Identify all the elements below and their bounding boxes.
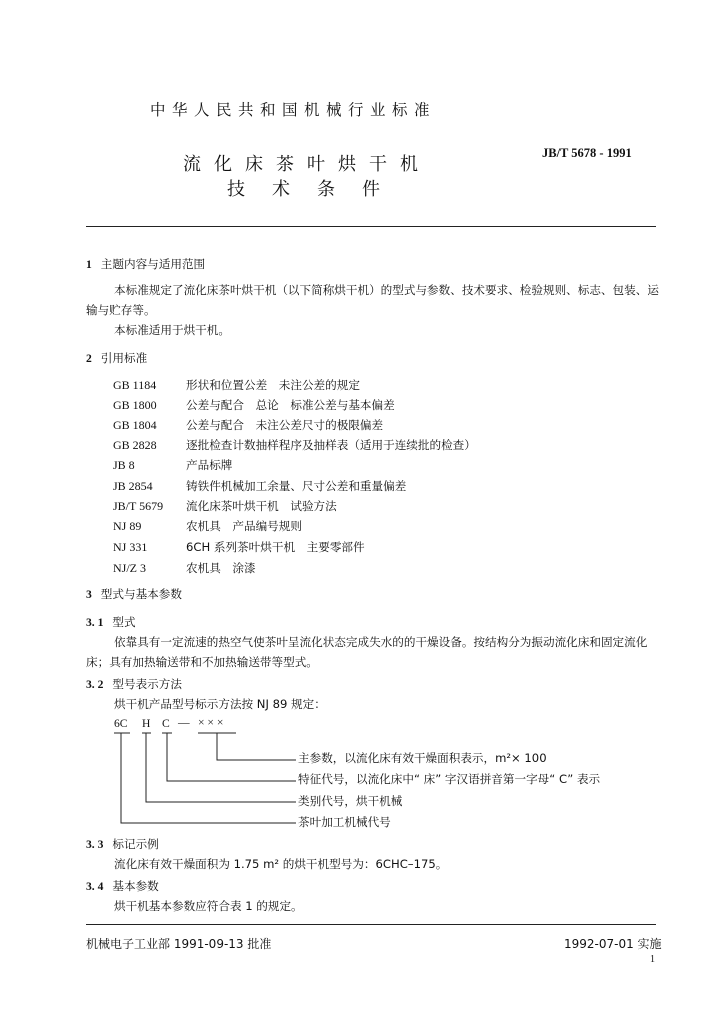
reference-code: GB 2828 [113,438,157,452]
reference-title: 逐批检查计数抽样程序及抽样表（适用于连续批的检查） [186,438,476,452]
reference-code: GB 1804 [113,418,157,432]
section-number: 3. 2 [86,678,104,691]
model-part-c: C [162,717,170,730]
approval-info: 机械电子工业部 1991-09-13 批准 [86,937,272,951]
paragraph-text: 烘干机产品型号标示方法按 NJ 89 规定： [114,697,326,711]
paragraph-text: 烘干机基本参数应符合表 1 的规定。 [114,899,303,913]
section-3-3-heading [86,836,159,852]
section-number: 1 [86,258,92,271]
paragraph-text: 本标准规定了流化床茶叶烘干机（以下简称烘干机）的型式与参数、技术要求、检验规则、标志、包装、运输与贮存等。 [86,283,659,317]
section-number: 3. 4 [86,880,104,893]
section-title: 型式与基本参数 [100,587,182,601]
reference-code: NJ 89 [113,519,142,533]
label-tea-machine-code: 茶叶加工机械代号 [298,815,391,829]
reference-title: 流化床茶叶烘干机 试验方法 [186,499,337,513]
section-3-4-heading [86,878,159,894]
paragraph-text: 依靠具有一定流速的热空气使茶叶呈流化状态完成失水的的干燥设备。按结构分为振动流化床和固定流化床；具有加热输送带和不加热输送带等型式。 [86,635,648,669]
section-title: 主题内容与适用范围 [100,257,206,271]
reference-title: 公差与配合 总论 标准公差与基本偏差 [186,398,395,412]
document-title: 流化床茶叶烘干机 [183,154,431,175]
reference-code: JB 8 [113,458,135,472]
section-title: 标记示例 [112,837,159,851]
reference-title: 铸铁件机械加工余量、尺寸公差和重量偏差 [186,479,407,493]
leader-tea [121,733,296,823]
section-number: 3. 1 [86,616,104,629]
reference-title: 农机具 涂漆 [186,561,256,575]
section-3-3-paragraph [86,854,660,874]
reference-title: 公差与配合 未注公差尺寸的极限偏差 [186,418,384,432]
section-title: 引用标准 [100,351,148,365]
leader-category [146,733,296,802]
reference-title: 6CH 系列茶叶烘干机 主要零部件 [186,540,365,554]
leader-feature [167,733,296,781]
reference-title: 形状和位置公差 未注公差的规定 [186,378,360,392]
reference-code: GB 1184 [113,378,157,392]
section-number: 3. 3 [86,838,104,851]
page-number: 1 [650,954,655,965]
paragraph-text: 本标准适用于烘干机。 [114,323,230,337]
issuing-organization: 中华人民共和国机械行业标准 [150,101,437,119]
reference-code: NJ/Z 3 [113,561,146,575]
section-title: 型号表示方法 [112,677,182,691]
label-category-code: 类别代号，烘干机械 [298,794,403,808]
reference-title: 农机具 产品编号规则 [186,519,302,533]
paragraph-text: 流化床有效干燥面积为 1.75 m² 的烘干机型号为：6CHC–175。 [114,857,448,871]
reference-title: 产品标牌 [186,458,233,472]
label-feature-code: 特征代号，以流化床中“ 床” 字汉语拼音第一字母“ C” 表示 [298,772,601,786]
reference-code: JB/T 5679 [113,499,164,513]
standard-code: JB/T 5678 - 1991 [542,146,632,160]
model-part-h: H [142,717,151,730]
model-part-xxx: × × × [198,716,224,729]
leader-main-param [217,733,296,760]
section-title: 基本参数 [112,879,159,893]
label-main-parameter: 主参数，以流化床有效干燥面积表示，m²× 100 [298,751,547,765]
reference-code: NJ 331 [113,540,148,554]
section-number: 2 [86,352,92,365]
section-title: 型式 [112,615,136,629]
model-part-6c: 6C [114,717,128,730]
footer-divider [86,924,656,925]
reference-code: GB 1800 [113,398,157,412]
implementation-date: 1992-07-01 实施 [564,937,662,951]
model-dash: — [178,716,190,729]
reference-code: JB 2854 [113,479,153,493]
document-subtitle: 技术条件 [227,179,407,200]
section-3-4-paragraph [86,896,660,916]
section-number: 3 [86,588,92,601]
